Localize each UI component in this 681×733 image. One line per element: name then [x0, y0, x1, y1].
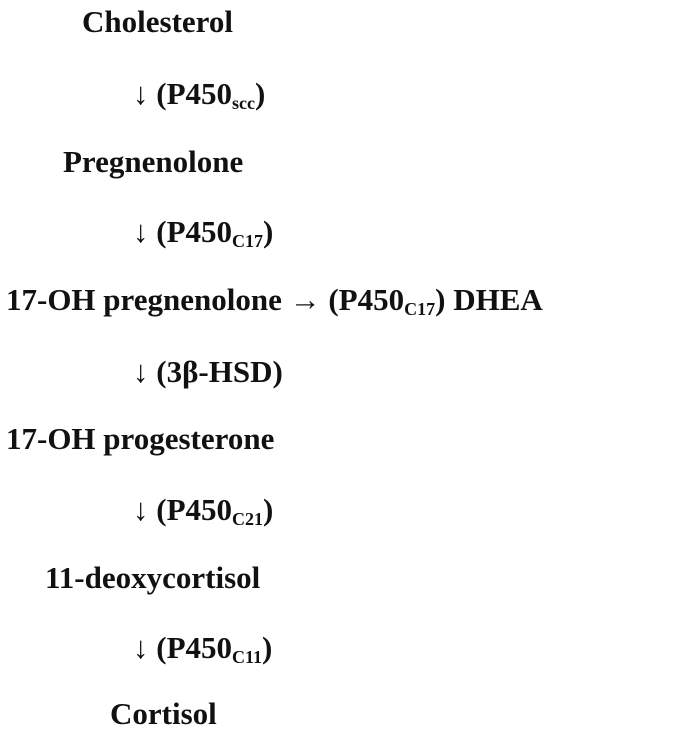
pregnenolone-label: Pregnenolone [63, 144, 244, 179]
down-arrow-icon: ↓ [133, 492, 149, 527]
down-arrow-icon: ↓ [133, 354, 149, 389]
deoxycortisol-label: 11-deoxycortisol [45, 560, 261, 595]
oh-progesterone-label: 17-OH progesterone [6, 421, 275, 456]
enzyme-label: (3β-HSD) [156, 354, 283, 389]
enzyme-label: $(P450_{C17})$ [156, 214, 274, 251]
oh-pregnenolone-row [6, 282, 543, 319]
enzyme-label: $(P450_{scc})$ [156, 76, 266, 113]
down-arrow-icon: ↓ [133, 630, 149, 665]
enzyme-step-c11 [133, 630, 273, 667]
enzyme-label: $(P450_{C21})$ [156, 492, 274, 529]
enzyme-step-3b-hsd [133, 356, 283, 387]
dhea-label: DHEA [453, 282, 543, 317]
down-arrow-icon: ↓ [133, 214, 149, 249]
enzyme-label: $(P450_{C17})$ [328, 282, 446, 319]
enzyme-label: $(P450_{C11})$ [156, 630, 273, 667]
right-arrow-icon: → [289, 282, 321, 317]
enzyme-step-scc [133, 76, 266, 113]
cholesterol-label: Cholesterol [82, 4, 233, 39]
cortisol-label: Cortisol [110, 696, 217, 731]
enzyme-step-c17 [133, 214, 274, 251]
oh-pregnenolone-label: 17-OH pregnenolone [6, 282, 282, 317]
enzyme-step-c21 [133, 492, 274, 529]
down-arrow-icon: ↓ [133, 76, 149, 111]
